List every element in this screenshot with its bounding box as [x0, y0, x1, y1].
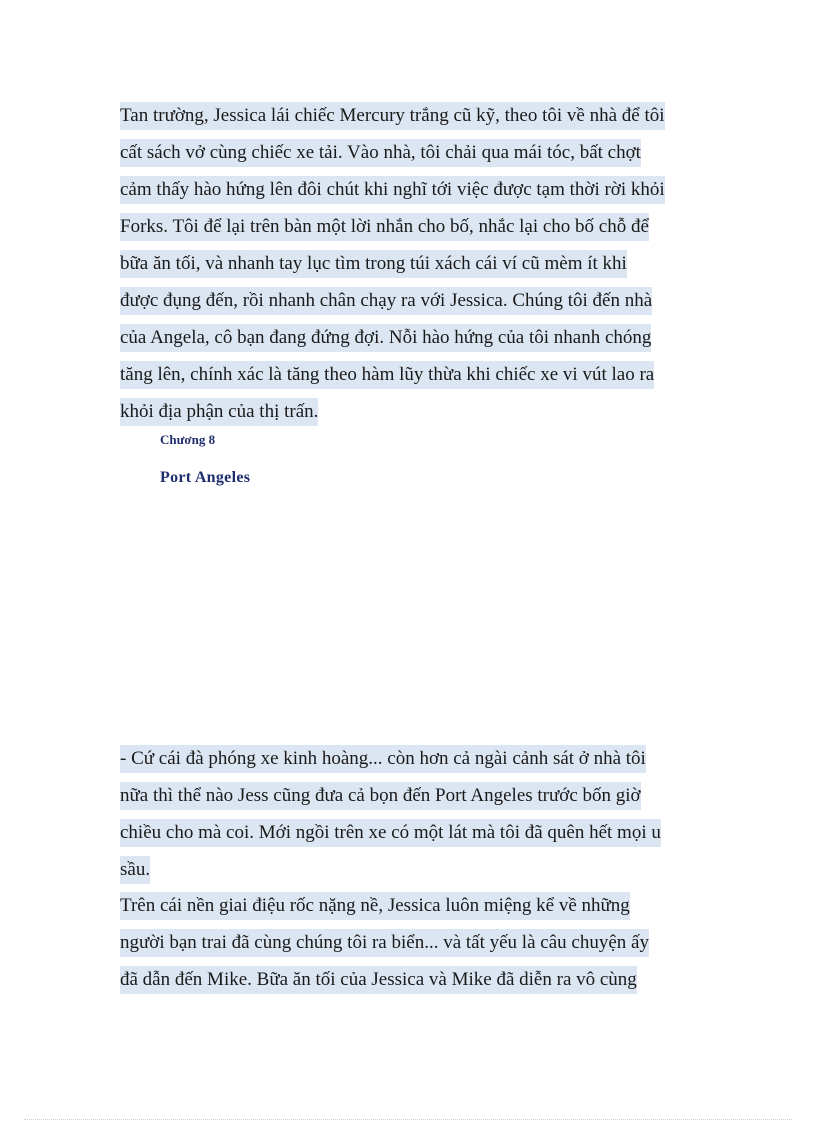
line-text: cất sách vở cùng chiếc xe tải. Vào nhà, tôi chải qua mái tóc, bất chợt [120, 139, 641, 167]
page-bottom-divider [24, 1119, 792, 1120]
line-text: được đụng đến, rồi nhanh chân chạy ra với Jessica. Chúng tôi đến nhà [120, 287, 652, 315]
text-line [120, 887, 700, 924]
text-line [120, 961, 700, 998]
line-text: chiều cho mà coi. Mới ngồi trên xe có một lát mà tôi đã quên hết mọi u [120, 819, 661, 847]
paragraph-3 [120, 887, 700, 998]
text-line [120, 924, 700, 961]
line-text: khỏi địa phận của thị trấn. [120, 398, 318, 426]
text-line [120, 97, 700, 134]
text-line [120, 777, 700, 814]
text-line [120, 319, 700, 356]
text-line [120, 171, 700, 208]
line-text: cảm thấy hào hứng lên đôi chút khi nghĩ tới việc được tạm thời rời khỏi [120, 176, 665, 204]
line-text: người bạn trai đã cùng chúng tôi ra biển... và tất yếu là câu chuyện ấy [120, 929, 649, 957]
text-line [120, 814, 700, 851]
text-line [120, 393, 700, 430]
text-line [120, 356, 700, 393]
chapter-label: Chương 8 [160, 432, 216, 447]
text-line [120, 245, 700, 282]
line-text: Forks. Tôi để lại trên bàn một lời nhắn cho bố, nhắc lại cho bố chỗ để [120, 213, 649, 241]
paragraph-2 [120, 740, 700, 888]
paragraph-1 [120, 97, 700, 430]
text-line [120, 208, 700, 245]
line-text: - Cứ cái đà phóng xe kinh hoàng... còn hơn cả ngài cảnh sát ở nhà tôi [120, 745, 646, 773]
line-text: sầu. [120, 856, 150, 884]
line-text: của Angela, cô bạn đang đứng đợi. Nỗi hào hứng của tôi nhanh chóng [120, 324, 651, 352]
line-text: Trên cái nền giai điệu rốc nặng nề, Jessica luôn miệng kể về những [120, 892, 630, 920]
text-line [120, 740, 700, 777]
text-line [120, 282, 700, 319]
line-text: nữa thì thể nào Jess cũng đưa cả bọn đến Port Angeles trước bốn giờ [120, 782, 641, 810]
chapter-title: Port Angeles [160, 469, 251, 486]
line-text: đã dẫn đến Mike. Bữa ăn tối của Jessica và Mike đã diễn ra vô cùng [120, 966, 637, 994]
line-text: Tan trường, Jessica lái chiếc Mercury trắng cũ kỹ, theo tôi về nhà để tôi [120, 102, 665, 130]
text-line [120, 134, 700, 171]
line-text: bữa ăn tối, và nhanh tay lục tìm trong túi xách cái ví cũ mèm ít khi [120, 250, 627, 278]
line-text: tăng lên, chính xác là tăng theo hàm lũy thừa khi chiếc xe vi vút lao ra [120, 361, 654, 389]
text-line [120, 851, 700, 888]
